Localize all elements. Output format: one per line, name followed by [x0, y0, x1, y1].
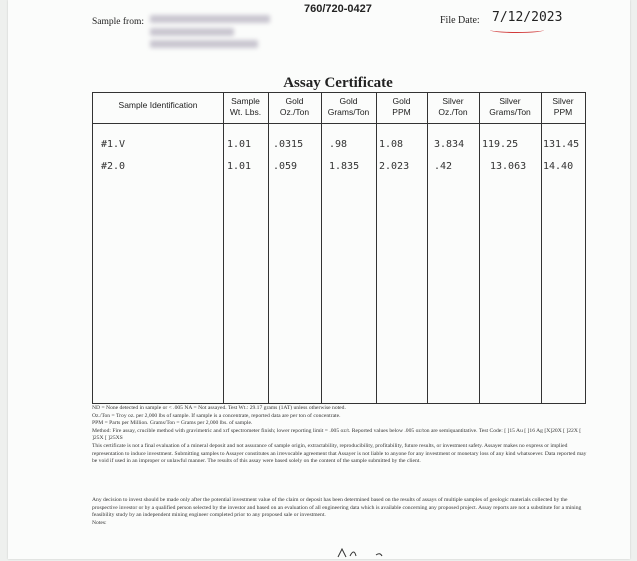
note-line: Method: Fire assay, crucible method with gravimetric and xrf spectrometer finish; lower reporting limit = .005 oz/t. Reported values below .005 oz/ton are semiquantitative. Test Code: [ ]15 Au [ ]16 Ag [X]20X [ ]22X [ ]25X [ ]25XS — [92, 427, 582, 442]
column-divider — [223, 93, 224, 403]
note-line: Oz./Ton = Troy oz. per 2,000 lbs of sample. If sample is a concentrate, reported data are per ton of concentrate. — [92, 412, 341, 419]
note-line: PPM = Parts per Million. Grams/Ton = Grams per 2,000 lbs. of sample. — [92, 420, 253, 427]
row2-silver-grams: 13.063 — [490, 161, 527, 172]
redacted-client-address — [150, 28, 234, 36]
header-silver-ppm: Silver PPM — [552, 96, 574, 117]
file-date-label: File Date: — [440, 15, 480, 26]
handwritten-underline — [490, 27, 544, 33]
certificate-page — [8, 0, 630, 559]
row1-gold-oz: .0315 — [273, 139, 304, 150]
redacted-client-name — [150, 15, 270, 23]
redacted-client-city — [150, 40, 258, 48]
file-date-value: 7/12/2023 — [492, 10, 563, 25]
row2-weight: 1.01 — [227, 161, 252, 172]
notes-label: Notes: — [92, 519, 107, 526]
row1-sample-id: #1.V — [101, 139, 126, 150]
header-gold-oz: Gold Oz./Ton — [279, 96, 310, 117]
column-divider — [321, 93, 322, 403]
header-sample-wt: Sample Wt. Lbs. — [229, 96, 262, 117]
header-gold-ppm: Gold PPM — [392, 96, 411, 117]
row2-silver-oz: .42 — [434, 161, 453, 172]
row1-silver-ppm: 131.45 — [543, 139, 580, 150]
assay-notes — [92, 405, 592, 466]
note-line: This certificate is not a final evaluation of a mineral deposit and not assurance of sample origin, extractability, reproducibility, profitability, future results, or investment safety. Assayer makes no express or implied representation to induce investment. Submitting samples to Assayer constitutes an irrevocable agreement that Assayer is not liable to anyone for any investment or monetary loss of any kind whatsoever. Data reported may be void if used in an improper or unlawful manner. The results of this assay were based solely on the content of the sample submitted by the client. — [92, 442, 587, 465]
column-divider — [376, 93, 377, 403]
note-line: ND = None detected in sample or < .005 NA = Not assayed. Test Wt.: 29.17 grams (1AT) unless otherwise noted. — [92, 405, 346, 411]
row2-gold-grams: 1.835 — [329, 161, 360, 172]
assay-table — [92, 92, 586, 404]
row2-gold-oz: .059 — [273, 161, 298, 172]
investment-disclaimer — [92, 497, 592, 527]
column-divider — [427, 93, 428, 403]
header-silver-oz: Silver Oz./Ton — [438, 96, 468, 117]
row2-sample-id: #2.0 — [101, 161, 126, 172]
row1-weight: 1.01 — [227, 139, 252, 150]
disclaimer-text: Any decision to invest should be made only after the potential investment value of the claim or deposit has been determined based on the results of assays of multiple samples of geologic materials collected by the prospective investor or by a qualified person selected by the investor and based on an evaluation of all engineering data which is available concerning any proposed project. Assay reports are not a substitute for a mining feasibility study by an independent mining engineer completed prior to any proposed sale or investment. — [92, 497, 582, 519]
row1-silver-oz: 3.834 — [434, 139, 465, 150]
header-silver-grams: Silver Grams/Ton — [489, 96, 531, 117]
header-sample-id: Sample Identification — [118, 100, 198, 110]
row2-silver-ppm: 14.40 — [543, 161, 574, 172]
lab-phone: 760/720-0427 — [304, 3, 372, 15]
row1-gold-grams: .98 — [329, 139, 348, 150]
header-gold-grams: Gold Grams/Ton — [327, 96, 370, 117]
column-divider — [541, 93, 542, 403]
sample-from-label: Sample from: — [92, 17, 144, 27]
row2-gold-ppm: 2.023 — [379, 161, 410, 172]
row1-gold-ppm: 1.08 — [379, 139, 404, 150]
column-divider — [268, 93, 269, 403]
column-divider — [479, 93, 480, 403]
row1-silver-grams: 119.25 — [482, 139, 519, 150]
certificate-title: Assay Certificate — [283, 75, 393, 91]
